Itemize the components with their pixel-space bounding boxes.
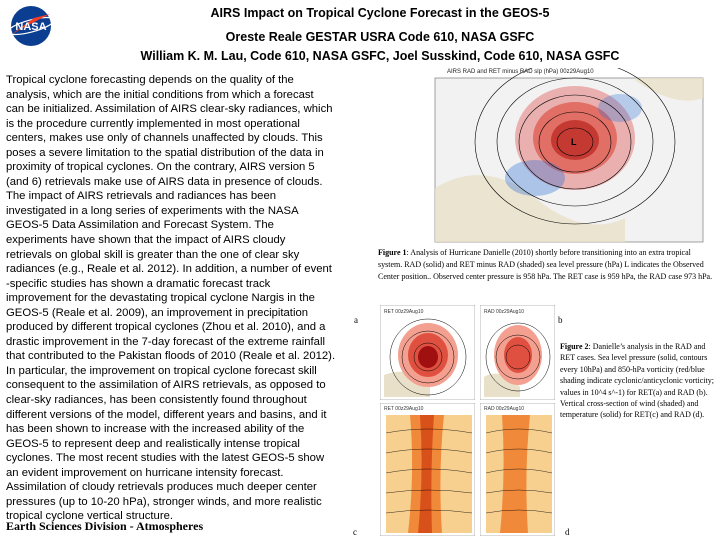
body-line: drastic improvement in the 7-day forecast of the extreme rainfall — [6, 335, 325, 348]
body-line: produced by different tropical cyclones (Zhou et al. 2010), and a — [6, 321, 326, 334]
figure-2-panel-c — [380, 403, 475, 536]
panel-b-title: RAD 00z29Aug10 — [484, 309, 525, 315]
body-line: centers, makes use only of channels unaffected by clouds. This — [6, 132, 323, 145]
figure-1-caption-label: Figure 1 — [378, 248, 407, 257]
body-line: is the procedure currently implemented in most operational — [6, 117, 300, 130]
body-text — [6, 73, 356, 524]
panel-a-label: a — [354, 315, 358, 325]
authors-line-1: Oreste Reale GESTAR USRA Code 610, NASA GSFC — [225, 30, 535, 44]
body-line: can be initialized. Assimilation of AIRS clear-sky radiances, which — [6, 103, 333, 116]
body-line: (and 6) retrievals make use of AIRS data in presence of clouds. — [6, 175, 323, 188]
body-line: improvement for the devastating tropical cyclone Nargis in the — [6, 292, 315, 305]
figure-2-caption-label: Figure 2 — [560, 342, 589, 351]
body-line: Assimilation of cloudy retrievals produces much deeper center — [6, 481, 317, 494]
figure-2-caption-text: : Danielle’s analysis in the RAD and RET cases. Sea level pressure (solid, contours every 10hPa) and 850-hPa vorticity (red/blue shading indicate cyclonic/anticyclonic vorticity; values in 10^4 s^-1) for RET(a) and RAD (b). Vertical cross-section of wind (shaded) and temperature (solid) for RET(c) and RAD (d). — [560, 342, 714, 420]
panel-d-title: RAD 00z29Aug10 — [484, 406, 525, 412]
body-line: GEOS-5 Data Assimilation and Forecast System. The — [6, 219, 274, 232]
body-line: consequent to the assimilation of AIRS retrievals, as opposed to — [6, 379, 326, 392]
body-line: GEOS-5 to represent deep and realistically intense tropical — [6, 437, 300, 450]
body-line: poses a severe limitation to the spatial distribution of the data in — [6, 146, 324, 159]
body-line: The impact of AIRS retrievals and radiances has been — [6, 190, 277, 203]
body-line: experiments have shown that the impact of AIRS cloudy — [6, 234, 286, 247]
logo-text: NASA — [15, 21, 47, 33]
body-line: an evident improvement on hurricane intensity forecast. — [6, 466, 284, 479]
body-line: proximity of tropical cyclones. On the contrary, AIRS version 5 — [6, 161, 315, 174]
figure-2-panel-d — [480, 403, 555, 536]
nasa-logo — [4, 4, 58, 48]
body-line: In particular, the improvement on tropical cyclone forecast skill — [6, 364, 317, 377]
footer-division: Earth Sciences Division - Atmospheres — [6, 519, 204, 533]
body-line: clear-sky radiances, has been consistently found throughout — [6, 394, 307, 407]
page-title: AIRS Impact on Tropical Cyclone Forecast in the GEOS-5 — [210, 6, 550, 20]
body-line: -specific studies has shown a dramatic forecast track — [6, 277, 271, 290]
panel-c-label: c — [353, 527, 357, 537]
body-line: tropical cyclone vertical structure. — [6, 510, 174, 523]
figure-2-panel-a — [380, 305, 475, 400]
panel-d-label: d — [565, 527, 570, 537]
body-line: pressures (up to 10-20 hPa), stronger winds, and more realistic — [6, 495, 322, 508]
body-line: different versions of the model, different years and basins, and it — [6, 408, 327, 421]
figure-1-caption-text: : Analysis of Hurricane Danielle (2010) shortly before transitioning into an extra tropical system. RAD (solid) and RET minus RAD (shaded) sea level pressure (hPa) L indicates the Observed Center position.. Observed center pressure is 958 hPa. The RET case is 959 hPa, the RAD case 973 hPa. — [378, 248, 713, 281]
figure-2-caption — [560, 341, 715, 421]
body-line: analysis, which are the initial conditions from which a forecast — [6, 88, 314, 101]
authors — [60, 28, 700, 66]
figure-2-panel-b — [480, 305, 555, 400]
panel-c-title: RET 00z29Aug10 — [384, 406, 424, 412]
body-line: GEOS-5 (Reale et al. 2009), an improvement in precipitation — [6, 306, 309, 319]
panel-a-title: RET 00z29Aug10 — [384, 309, 424, 315]
figure-1-caption — [378, 247, 713, 283]
body-line: retrievals on global skill is greater than the one of clear sky — [6, 248, 300, 261]
body-line: cyclones. The most recent studies with the latest GEOS-5 show — [6, 452, 325, 465]
body-line: that contributed to the Pakistan floods of 2010 (Reale et al. 2012). — [6, 350, 336, 363]
body-line: Tropical cyclone forecasting depends on the quality of the — [6, 74, 294, 86]
figure-1-title: AIRS RAD and RET minus RAD slp (hPa) 00z29Aug10 — [447, 69, 594, 75]
body-line: has been shown to increase with the increased ability of the — [6, 423, 305, 436]
panel-b-label: b — [558, 315, 563, 325]
observed-center-label: L — [571, 137, 577, 147]
body-line: radiances (e.g., Reale et al. 2012). In addition, a number of event — [6, 263, 332, 276]
body-line: investigated in a long series of experiments with the NASA — [6, 204, 299, 217]
figure-1-map — [425, 68, 710, 246]
authors-line-2: William K. M. Lau, Code 610, NASA GSFC, Joel Susskind, Code 610, NASA GSFC — [140, 49, 620, 63]
